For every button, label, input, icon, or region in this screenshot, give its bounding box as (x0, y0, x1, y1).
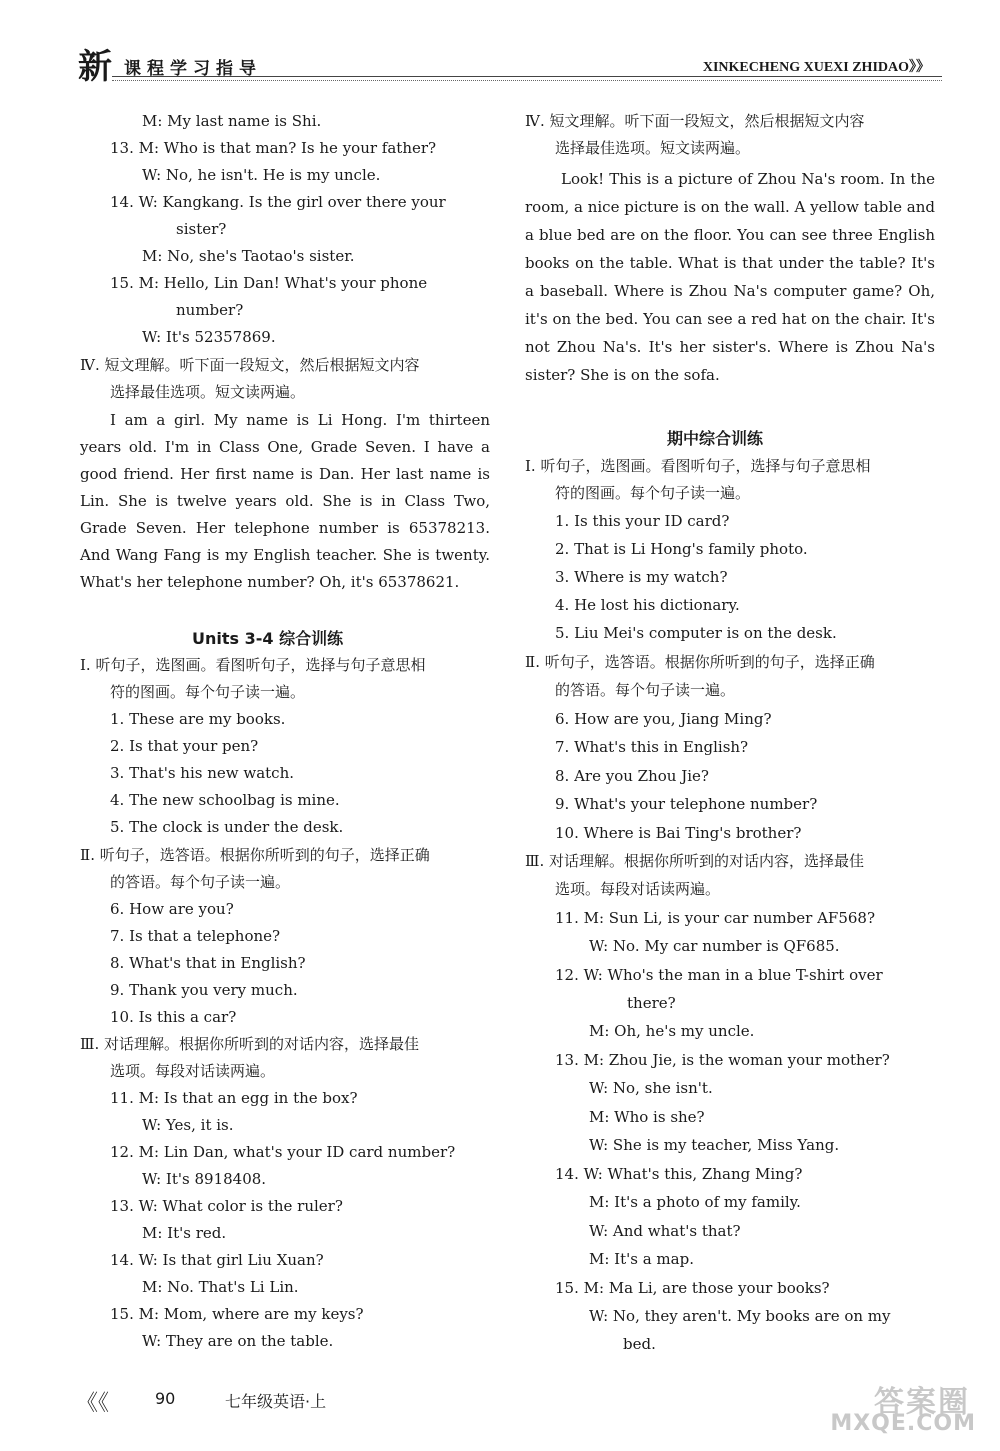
dialogue-line: bed. (623, 1335, 656, 1353)
section-heading: 选项。每段对话读两遍。 (555, 880, 721, 898)
dialogue-line: W: No, she isn't. (589, 1079, 713, 1097)
list-item: 8. What's that in English? (110, 954, 306, 972)
watermark-url: MXQE.COM (830, 1411, 976, 1436)
dialogue-line: M: Oh, he's my uncle. (589, 1022, 755, 1040)
dialogue-line: 12. W: Who's the man in a blue T-shirt over (555, 966, 883, 984)
dialogue-line: W: Yes, it is. (142, 1116, 234, 1134)
watermark-logo-text: 答案圈 (874, 1385, 970, 1420)
section-heading: Ⅰ. 听句子，选图画。看图听句子，选择与句子意思相 (525, 457, 871, 475)
list-item: 10. Where is Bai Ting's brother? (555, 824, 802, 842)
dialogue-line: 13. W: What color is the ruler? (110, 1197, 343, 1215)
brand-pinyin: XINKECHENG XUEXI ZHIDAO》》 (702, 60, 930, 75)
list-item: 1. These are my books. (110, 710, 286, 728)
dialogue-line: 14. W: Kangkang. Is the girl over there your (110, 193, 446, 211)
dialogue-line: 12. M: Lin Dan, what's your ID card number? (110, 1143, 456, 1161)
dialogue-line: W: No, he isn't. He is my uncle. (142, 166, 381, 184)
dialogue-line: there? (627, 994, 676, 1012)
section-heading: Ⅲ. 对话理解。根据你所听到的对话内容，选择最佳 (80, 1035, 420, 1053)
dialogue-line: 14. W: What's this, Zhang Ming? (555, 1165, 803, 1183)
section-title: 期中综合训练 (667, 429, 764, 448)
list-item: 5. The clock is under the desk. (110, 818, 344, 836)
dialogue-line: W: No. My car number is QF685. (589, 937, 840, 955)
list-item: 8. Are you Zhou Jie? (555, 767, 709, 785)
dialogue-line: W: She is my teacher, Miss Yang. (589, 1136, 840, 1154)
page-header (72, 42, 942, 86)
list-item: 5. Liu Mei's computer is on the desk. (555, 624, 837, 642)
dialogue-line: W: It's 8918408. (142, 1170, 267, 1188)
site-watermark (815, 1377, 980, 1439)
section-heading: 选择最佳选项。短文读两遍。 (555, 139, 751, 157)
section-heading: Ⅳ. 短文理解。听下面一段短文，然后根据短文内容 (525, 112, 865, 130)
dialogue-line: 15. M: Mom, where are my keys? (110, 1305, 364, 1323)
book-title: 七年级英语·上 (225, 1392, 327, 1411)
section-title: Units 3-4 综合训练 (192, 629, 344, 648)
dialogue-line: W: And what's that? (589, 1222, 741, 1240)
section-heading: 符的图画。每个句子读一遍。 (110, 683, 306, 701)
dialogue-line: 15. M: Hello, Lin Dan! What's your phone (110, 274, 428, 292)
passage-paragraph: I am a girl. My name is Li Hong. I'm thirteen years old. I'm in Class One, Grade Seven. I have a good friend. Her first name is Dan. Her last name is Lin. She is twelve years old. She is in Class Two, Grade Seven. Her telephone number is 65378213. And Wang Fang is my English teacher. She is twenty. What's her telephone number? Oh, it's 65378621. (80, 411, 490, 591)
list-item: 6. How are you? (110, 900, 234, 918)
header-dotted-divider (112, 80, 942, 81)
section-heading: 的答语。每个句子读一遍。 (110, 873, 291, 891)
brand-title: 课程学习指导 (124, 59, 262, 79)
list-item: 3. That's his new watch. (110, 764, 295, 782)
passage-paragraph: Look! This is a picture of Zhou Na's room. In the room, a nice picture is on the wall. A yellow table and a blue bed are on the floor. You can see three English books on the table. What is that under the table? It's a baseball. Where is Zhou Na's computer game? Oh, it's on the bed. You can see a red hat on the chair. It's not Zhou Na's. It's her sister's. Where is Zhou Na's sister? She is on the sofa. (525, 170, 935, 384)
list-item: 4. He lost his dictionary. (555, 596, 740, 614)
list-item: 2. That is Li Hong's family photo. (555, 540, 808, 558)
section-heading: 选择最佳选项。短文读两遍。 (110, 383, 306, 401)
dialogue-line: 11. M: Sun Li, is your car number AF568? (555, 909, 875, 927)
page-number: 90 (155, 1389, 176, 1408)
dialogue-line: M: My last name is Shi. (142, 112, 322, 130)
dialogue-line: W: No, they aren't. My books are on my (589, 1307, 891, 1325)
section-heading: Ⅰ. 听句子，选图画。看图听句子，选择与句子意思相 (80, 656, 426, 674)
double-chevron-left-icon: 《《 (76, 1391, 110, 1416)
dialogue-line: 11. M: Is that an egg in the box? (110, 1089, 358, 1107)
list-item: 3. Where is my watch? (555, 568, 728, 586)
list-item: 9. Thank you very much. (110, 981, 298, 999)
dialogue-line: M: Who is she? (589, 1108, 705, 1126)
list-item: 4. The new schoolbag is mine. (110, 791, 340, 809)
list-item: 7. What's this in English? (555, 738, 749, 756)
list-item: 10. Is this a car? (110, 1008, 237, 1026)
section-heading: 的答语。每个句子读一遍。 (555, 681, 736, 699)
dialogue-line: 14. W: Is that girl Liu Xuan? (110, 1251, 324, 1269)
section-heading: Ⅲ. 对话理解。根据你所听到的对话内容，选择最佳 (525, 852, 865, 870)
dialogue-line: number? (176, 301, 244, 319)
dialogue-line: M: No. That's Li Lin. (142, 1278, 299, 1296)
list-item: 9. What's your telephone number? (555, 795, 818, 813)
header-divider (112, 76, 942, 77)
section-heading: 选项。每段对话读两遍。 (110, 1062, 276, 1080)
dialogue-line: M: No, she's Taotao's sister. (142, 247, 355, 265)
dialogue-line: W: They are on the table. (142, 1332, 334, 1350)
section-heading: 符的图画。每个句子读一遍。 (555, 484, 751, 502)
list-item: 1. Is this your ID card? (555, 512, 730, 530)
page-footer (70, 1386, 930, 1416)
dialogue-line: M: It's a map. (589, 1250, 694, 1268)
dialogue-line: sister? (176, 220, 227, 238)
section-heading: Ⅱ. 听句子，选答语。根据你所听到的句子，选择正确 (80, 846, 430, 864)
dialogue-line: 13. M: Who is that man? Is he your father? (110, 139, 437, 157)
brand-mark: 新 (78, 47, 112, 87)
section-heading: Ⅱ. 听句子，选答语。根据你所听到的句子，选择正确 (525, 653, 875, 671)
list-item: 7. Is that a telephone? (110, 927, 281, 945)
dialogue-line: 15. M: Ma Li, are those your books? (555, 1279, 830, 1297)
dialogue-line: 13. M: Zhou Jie, is the woman your mother? (555, 1051, 890, 1069)
list-item: 2. Is that your pen? (110, 737, 259, 755)
dialogue-line: M: It's a photo of my family. (589, 1193, 801, 1211)
section-heading: Ⅳ. 短文理解。听下面一段短文，然后根据短文内容 (80, 356, 420, 374)
dialogue-line: W: It's 52357869. (142, 328, 276, 346)
list-item: 6. How are you, Jiang Ming? (555, 710, 772, 728)
dialogue-line: M: It's red. (142, 1224, 227, 1242)
